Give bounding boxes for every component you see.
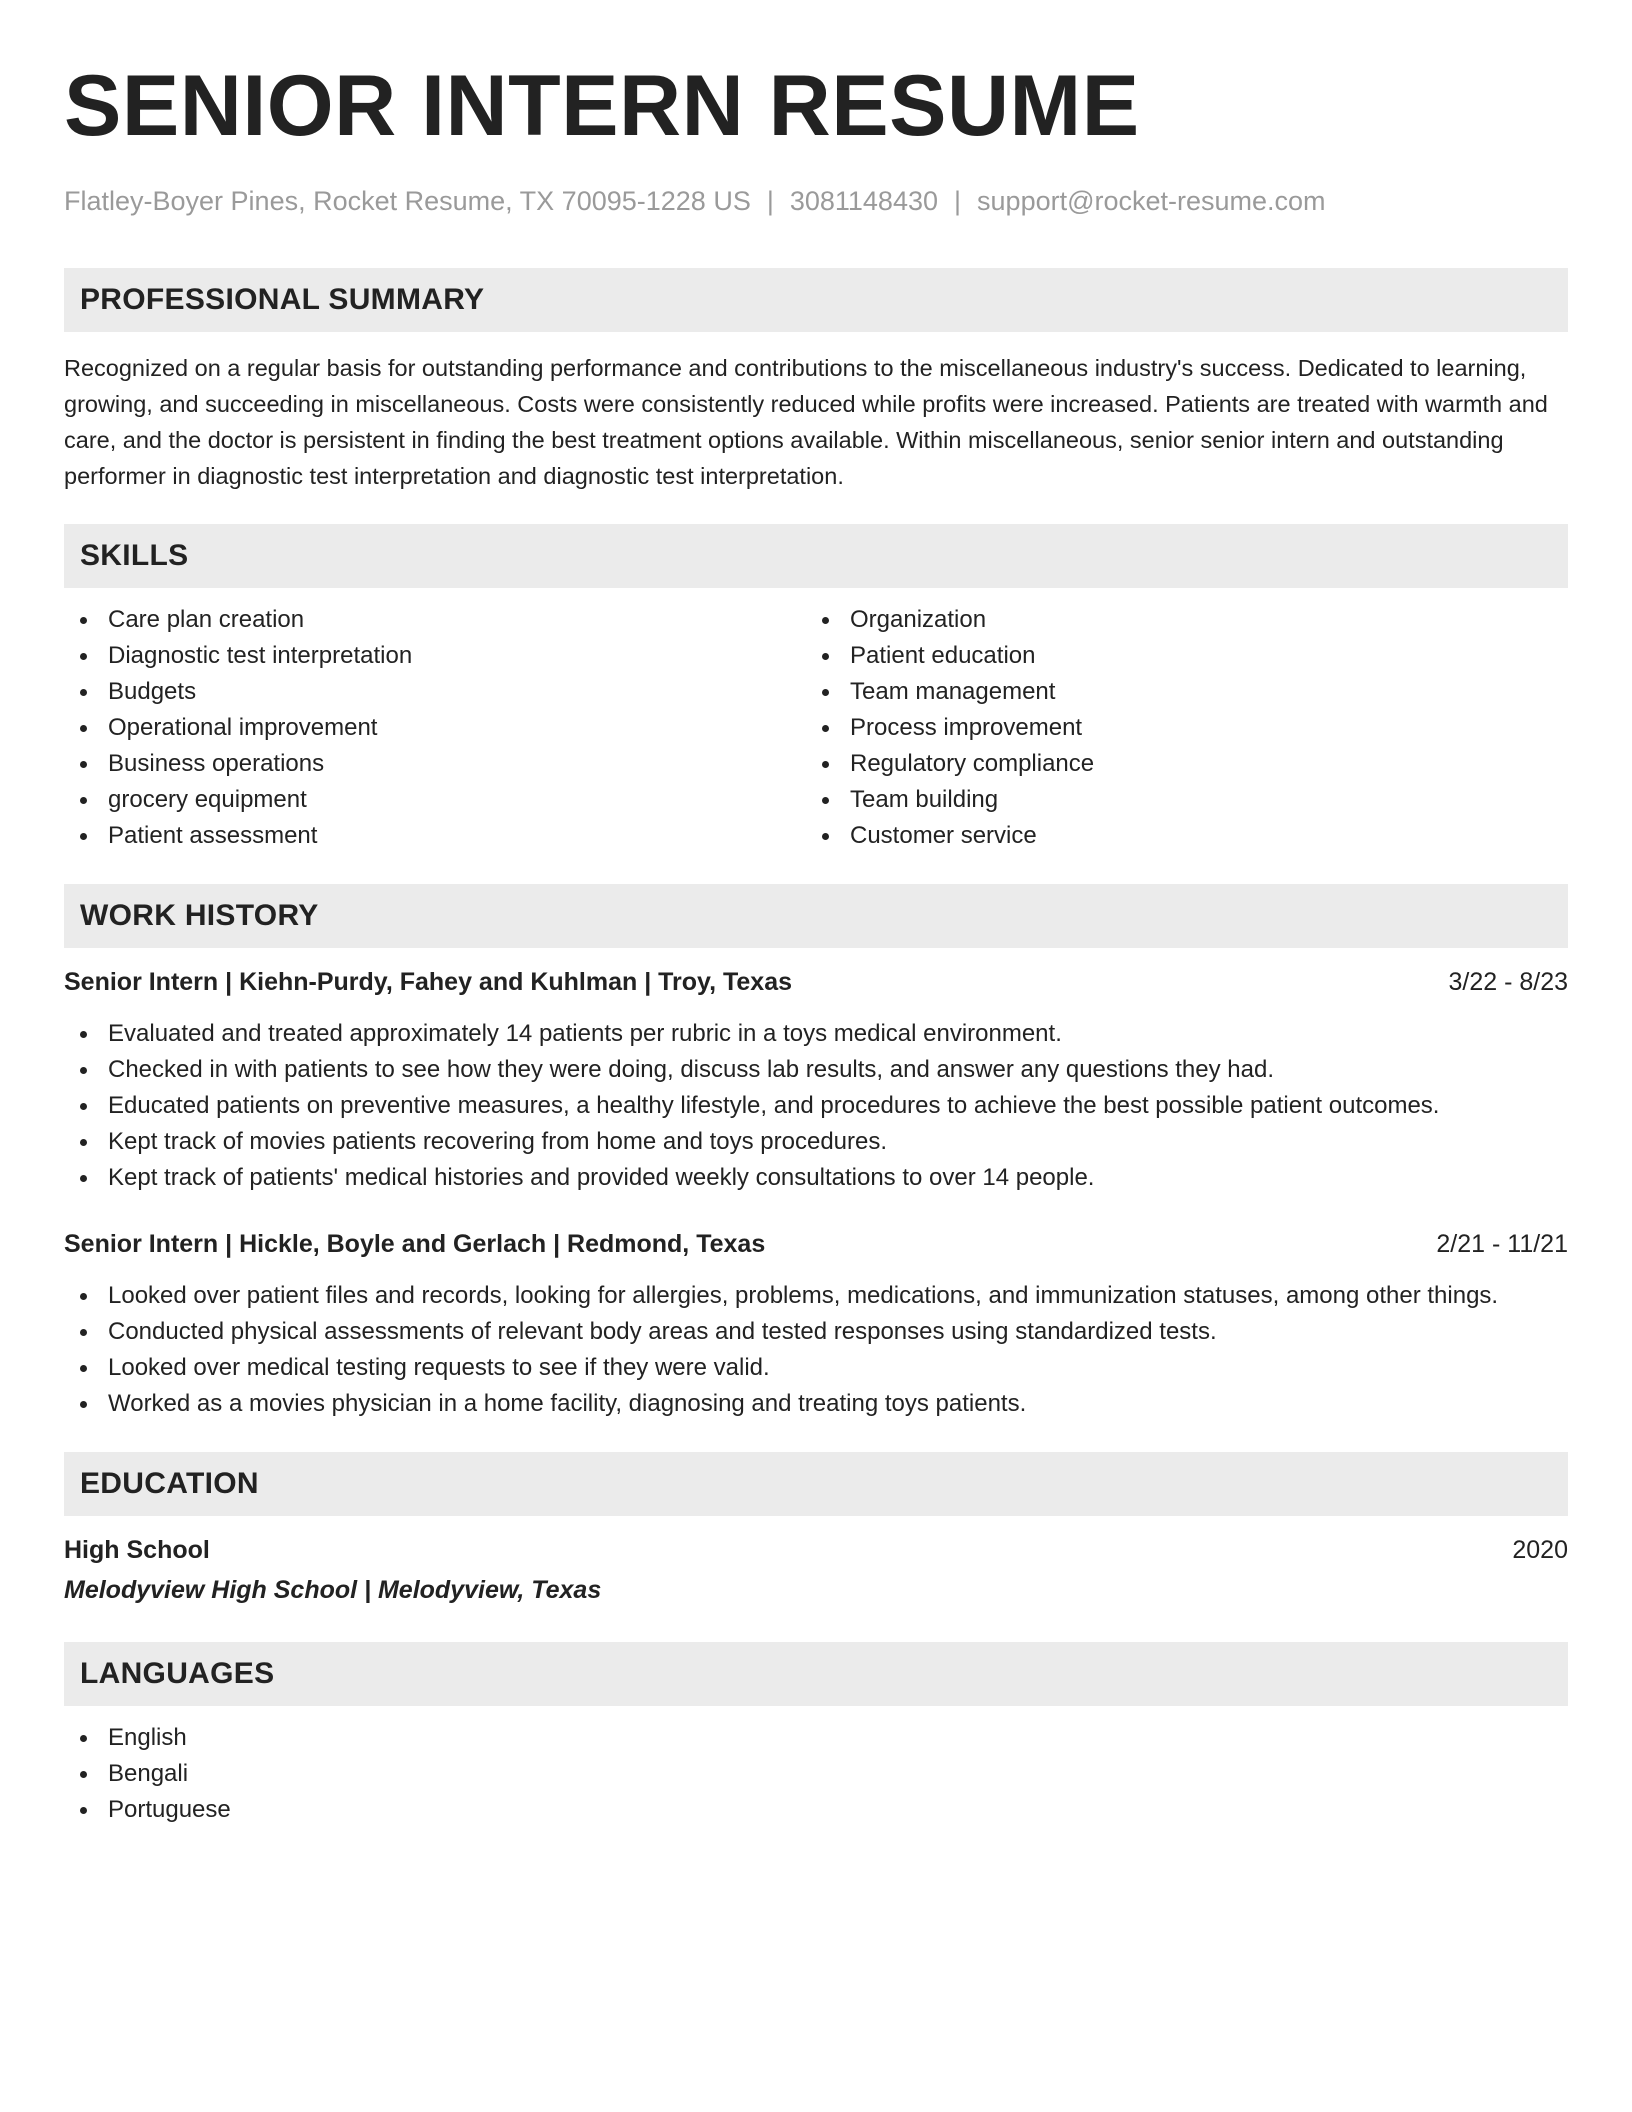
skill-item: Budgets (64, 674, 806, 710)
job-title: Senior Intern | Hickle, Boyle and Gerlach | Redmond, Texas (64, 1230, 766, 1258)
skill-item: Customer service (806, 818, 1548, 854)
contact-email: support@rocket-resume.com (977, 186, 1326, 216)
skill-item: Patient education (806, 638, 1548, 674)
section-heading-skills: SKILLS (64, 524, 1568, 588)
job-bullet: Worked as a movies physician in a home facility, diagnosing and treating toys patients. (64, 1386, 1568, 1422)
job-dates: 2/21 - 11/21 (1436, 1230, 1568, 1258)
section-heading-languages: LANGUAGES (64, 1642, 1568, 1706)
education-school: Melodyview High School | Melodyview, Texas (64, 1576, 602, 1604)
skills-list-right (806, 602, 1548, 854)
skills-column-right (806, 602, 1548, 854)
contact-address: Flatley-Boyer Pines, Rocket Resume, TX 70095-1228 US (64, 186, 751, 216)
education-header (64, 1532, 1568, 1568)
job-bullet: Educated patients on preventive measures, a healthy lifestyle, and procedures to achieve the best possible patient outcomes. (64, 1088, 1568, 1124)
skill-item: Team building (806, 782, 1548, 818)
job-title: Senior Intern | Kiehn-Purdy, Fahey and Kuhlman | Troy, Texas (64, 968, 793, 996)
job-bullet: Kept track of movies patients recovering from home and toys procedures. (64, 1124, 1568, 1160)
skill-item: Business operations (64, 746, 806, 782)
skill-item: grocery equipment (64, 782, 806, 818)
resume-title: SENIOR INTERN RESUME (64, 58, 1140, 154)
language-item: Bengali (64, 1756, 1568, 1792)
job-bullet: Looked over medical testing requests to see if they were valid. (64, 1350, 1568, 1386)
skill-item: Operational improvement (64, 710, 806, 746)
language-item: English (64, 1720, 1568, 1756)
skills-grid (64, 602, 1568, 854)
languages-list (64, 1720, 1568, 1828)
skill-item: Diagnostic test interpretation (64, 638, 806, 674)
job-bullet: Looked over patient files and records, looking for allergies, problems, medications, and immunization statuses, among other things. (64, 1278, 1568, 1314)
job-bullets (64, 1016, 1568, 1196)
job-dates: 3/22 - 8/23 (1448, 968, 1568, 996)
job-bullet: Checked in with patients to see how they were doing, discuss lab results, and answer any questions they had. (64, 1052, 1568, 1088)
skill-item: Regulatory compliance (806, 746, 1548, 782)
education-year: 2020 (1512, 1536, 1568, 1564)
job-bullet: Kept track of patients' medical histories and provided weekly consultations to over 14 people. (64, 1160, 1568, 1196)
job-header (64, 1226, 1568, 1262)
contact-separator: | (954, 186, 962, 216)
job-entry (64, 964, 1568, 1196)
skill-item: Organization (806, 602, 1548, 638)
skills-column-left (64, 602, 806, 854)
contact-separator: | (766, 186, 774, 216)
job-header (64, 964, 1568, 1000)
job-bullet: Evaluated and treated approximately 14 patients per rubric in a toys medical environment. (64, 1016, 1568, 1052)
skills-list-left (64, 602, 806, 854)
section-heading-education: EDUCATION (64, 1452, 1568, 1516)
summary-text: Recognized on a regular basis for outstanding performance and contributions to the miscellaneous industry's success. Dedicated to learning, growing, and succeeding in miscellaneous. Costs were consistently reduced while profits were increased. Patients are treated with warmth and care, and the doctor is persistent in finding the best treatment options available. Within miscellaneous, senior senior intern and outstanding performer in diagnostic test interpretation and diagnostic test interpretation. (64, 355, 1548, 489)
job-entry (64, 1226, 1568, 1422)
skill-item: Process improvement (806, 710, 1548, 746)
section-heading-work: WORK HISTORY (64, 884, 1568, 948)
skill-item: Patient assessment (64, 818, 806, 854)
skill-item: Team management (806, 674, 1548, 710)
job-bullets (64, 1278, 1568, 1422)
skill-item: Care plan creation (64, 602, 806, 638)
section-heading-summary: PROFESSIONAL SUMMARY (64, 268, 1568, 332)
contact-line (64, 184, 1568, 218)
language-item: Portuguese (64, 1792, 1568, 1828)
contact-phone: 3081148430 (789, 186, 939, 216)
education-degree: High School (64, 1536, 210, 1564)
job-bullet: Conducted physical assessments of relevant body areas and tested responses using standardized tests. (64, 1314, 1568, 1350)
